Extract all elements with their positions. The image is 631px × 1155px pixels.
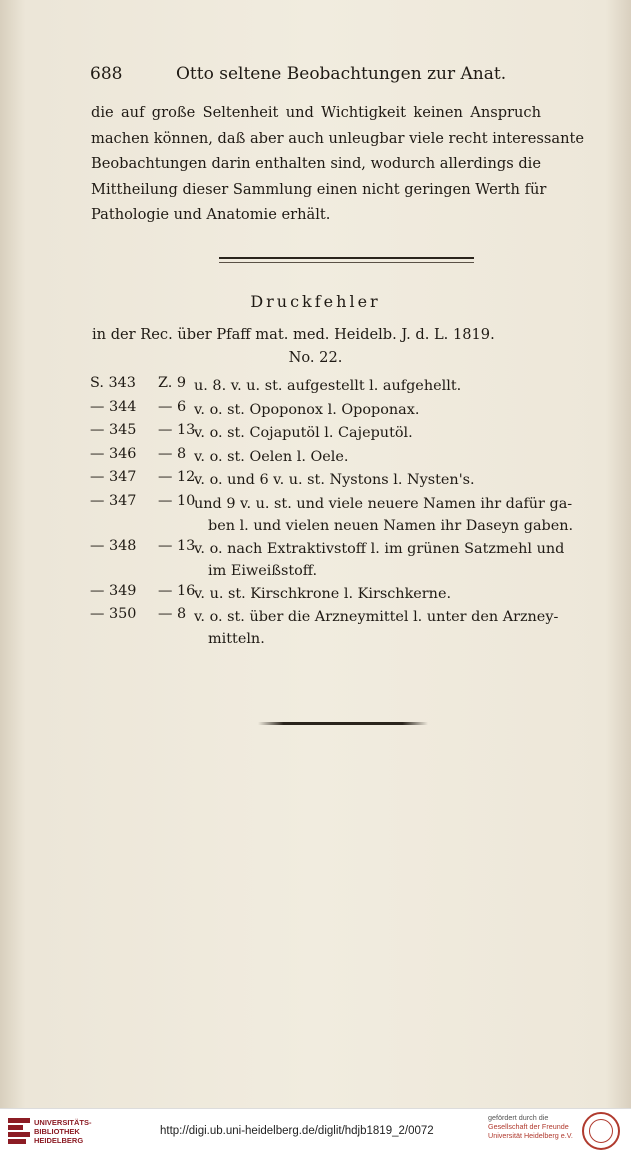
- library-name-line: BIBLIOTHEK: [34, 1127, 80, 1136]
- errata-title: Druckfehler: [250, 292, 381, 311]
- entry-page: — 349: [90, 582, 137, 599]
- body-line: Mittheilung dieser Sammlung einen nicht geringen Werth für: [91, 180, 547, 198]
- running-title: Otto seltene Beobachtungen zur Anat.: [176, 64, 507, 84]
- library-name-line: UNIVERSITÄTS-: [34, 1118, 92, 1127]
- sponsor-line: gefördert durch die: [488, 1113, 549, 1122]
- library-name[interactable]: [34, 1118, 92, 1145]
- entry-line: — 6: [158, 398, 187, 415]
- body-line: machen können, daß aber auch unleugbar viele recht interessante: [91, 129, 585, 147]
- sponsor-line: Gesellschaft der Freunde: [488, 1122, 569, 1131]
- viewer-footer: [0, 1108, 631, 1155]
- body-line: Beobachtungen darin enthalten sind, wodurch allerdings die: [91, 155, 541, 173]
- entry-text: [194, 375, 599, 397]
- errata-entry: [90, 446, 602, 470]
- entry-text: [194, 446, 599, 468]
- entry-line: — 10: [158, 492, 196, 509]
- sponsor-line: Universität Heidelberg e.V.: [488, 1131, 573, 1140]
- entry-text-line: v. o. st. Cojaputöl l. Cajeputöl.: [194, 425, 413, 441]
- entry-text-continuation: ben l. und vielen neuen Namen ihr Daseyn gaben.: [208, 517, 574, 534]
- permalink-url[interactable]: http://digi.ub.uni-heidelberg.de/diglit/hdjb1819_2/0072: [160, 1125, 434, 1137]
- entry-text: [194, 538, 599, 582]
- university-seal-icon[interactable]: [582, 1112, 620, 1150]
- errata-entry: [90, 375, 602, 399]
- entry-line: — 12: [158, 469, 196, 485]
- body-paragraph: [91, 100, 585, 228]
- errata-entry: [90, 469, 602, 493]
- entry-text: [194, 493, 599, 537]
- errata-entry: [90, 399, 602, 423]
- errata-entry: [90, 422, 602, 446]
- entry-text-line: u. 8. v. u. st. aufgestellt l. aufgehellt.: [194, 378, 462, 394]
- entry-page: — 347: [90, 492, 137, 509]
- entry-line: — 8: [158, 606, 187, 622]
- page-number: 688: [90, 64, 123, 84]
- entry-page: — 344: [90, 398, 137, 415]
- library-name-line: HEIDELBERG: [34, 1136, 84, 1145]
- entry-text-line: v. o. st. Opoponox l. Opoponax.: [194, 401, 420, 418]
- entry-text-line: und 9 v. u. st. und viele neuere Namen ihr dafür ga-: [194, 495, 573, 512]
- entry-text: [194, 583, 599, 605]
- body-line: Pathologie und Anatomie erhält.: [91, 206, 331, 224]
- errata-entry: [90, 538, 602, 583]
- errata-list: [90, 375, 602, 651]
- errata-entry: [90, 493, 602, 538]
- entry-text-continuation: mitteln.: [208, 631, 265, 647]
- entry-text-line: v. o. st. Oelen l. Oele.: [194, 448, 349, 465]
- errata-entry: [90, 606, 602, 651]
- entry-text-line: v. o. st. über die Arzneymittel l. unter den Arzney-: [194, 609, 559, 625]
- entry-line: — 13: [158, 537, 196, 554]
- entry-text-continuation: im Eiweißstoff.: [208, 562, 318, 579]
- ub-heidelberg-logo-icon[interactable]: [8, 1118, 30, 1146]
- section-divider: [219, 257, 474, 259]
- entry-page: S. 343: [90, 375, 136, 391]
- closing-ornament-rule: [258, 722, 428, 725]
- entry-line: — 8: [158, 445, 187, 462]
- entry-page: — 345: [90, 422, 137, 438]
- entry-line: — 16: [158, 582, 196, 599]
- entry-text: [194, 606, 599, 650]
- entry-text: [194, 469, 599, 491]
- entry-page: — 350: [90, 606, 137, 622]
- entry-page: — 346: [90, 445, 137, 462]
- entry-line: Z. 9: [158, 375, 187, 391]
- entry-text-line: v. o. nach Extraktivstoff l. im grünen Satzmehl und: [194, 540, 565, 557]
- entry-text: [194, 422, 599, 444]
- entry-text-line: v. u. st. Kirschkrone l. Kirschkerne.: [194, 585, 452, 602]
- entry-page: — 348: [90, 537, 137, 554]
- errata-entry: [90, 583, 602, 607]
- entry-text-line: v. o. und 6 v. u. st. Nystons l. Nysten's.: [194, 472, 475, 488]
- sponsor-note[interactable]: [488, 1113, 573, 1140]
- entry-text: [194, 399, 599, 421]
- entry-line: — 13: [158, 422, 196, 438]
- body-line: die auf große Seltenheit und Wichtigkeit keinen Anspruch: [91, 104, 541, 121]
- errata-subtitle: in der Rec. über Pfaff mat. med. Heidelb. J. d. L. 1819.: [92, 326, 495, 343]
- errata-number: No. 22.: [288, 349, 343, 366]
- entry-page: — 347: [90, 469, 137, 485]
